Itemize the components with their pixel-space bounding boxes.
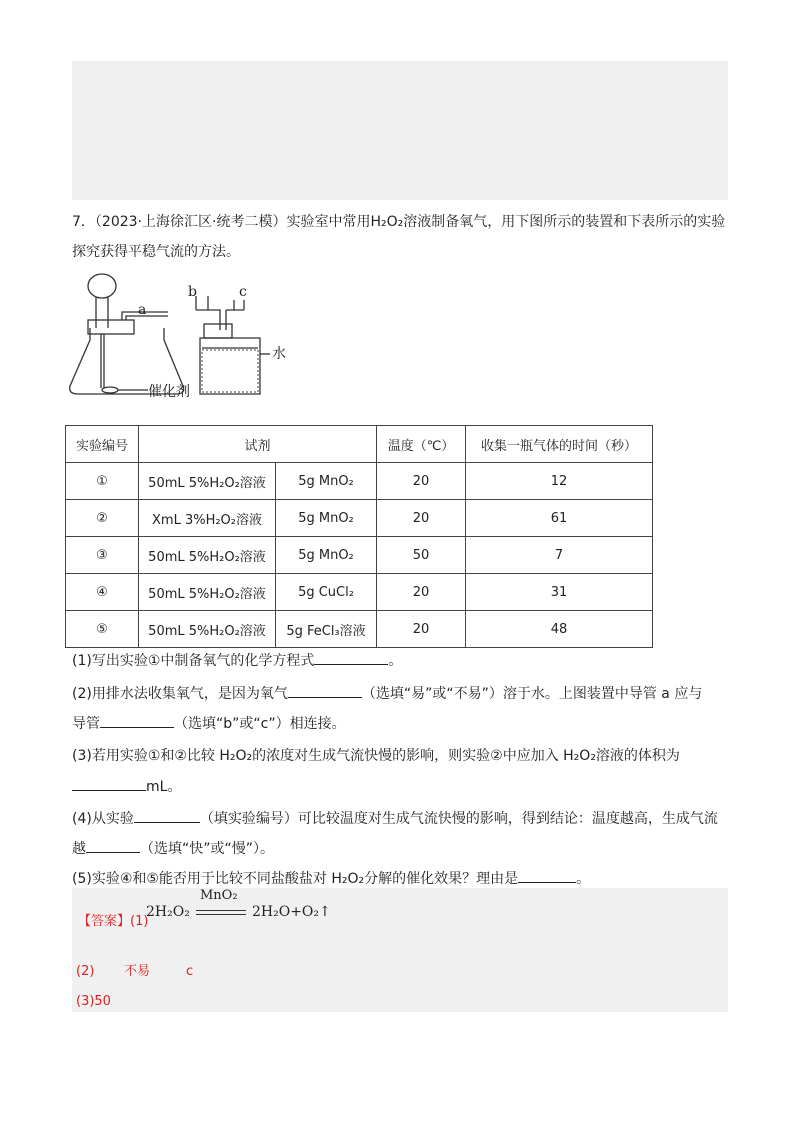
- equation-condition: MnO₂: [200, 888, 238, 903]
- question-intro-2: 探究获得平稳气流的方法。: [72, 244, 240, 260]
- cell-solution: 50mL 5%H₂O₂溶液: [139, 574, 276, 611]
- cell-id: ②: [66, 500, 139, 537]
- subquestion-4b: [72, 838, 274, 859]
- cell-catalyst: 5g MnO₂: [276, 463, 377, 500]
- subquestion-4a: [72, 808, 718, 829]
- cell-temp: 20: [377, 611, 466, 648]
- question-line-2: [72, 242, 240, 262]
- q2b-end: （选填“b”或“c”）相连接。: [174, 716, 346, 732]
- cell-temp: 20: [377, 463, 466, 500]
- answer-blank[interactable]: [314, 650, 388, 665]
- cell-solution: 50mL 5%H₂O₂溶液: [139, 463, 276, 500]
- header-cell: 实验编号: [66, 426, 139, 463]
- answer-label: 【答案】(1): [78, 914, 149, 929]
- question-line-1: [72, 212, 725, 232]
- q3-end: mL。: [146, 779, 182, 795]
- cell-time: 31: [466, 574, 653, 611]
- table-row: [66, 537, 653, 574]
- answer-2-value-1: 不易: [124, 964, 151, 979]
- cell-id: ④: [66, 574, 139, 611]
- subquestion-2a: [72, 683, 702, 704]
- subquestion-2b: [72, 713, 346, 734]
- cell-time: 12: [466, 463, 653, 500]
- label-a: a: [138, 302, 147, 318]
- answer-blank[interactable]: [86, 838, 140, 853]
- cell-temp: 20: [377, 574, 466, 611]
- q2-text: (2)用排水法收集氧气，是因为氧气: [72, 686, 288, 702]
- subquestion-3a: [72, 746, 680, 766]
- q4b-end: （选填“快”或“慢”）。: [140, 841, 275, 857]
- cell-time: 7: [466, 537, 653, 574]
- question-intro-1: 实验室中常用H₂O₂溶液制备氧气，用下图所示的装置和下表所示的实验: [286, 214, 726, 230]
- label-b: b: [188, 284, 197, 300]
- cell-temp: 50: [377, 537, 466, 574]
- subquestion-5: [72, 868, 590, 889]
- equation-right: 2H₂O+O₂↑: [252, 904, 331, 920]
- cell-id: ①: [66, 463, 139, 500]
- cell-catalyst: 5g MnO₂: [276, 500, 377, 537]
- table-row: [66, 611, 653, 648]
- subquestion-1: [72, 650, 402, 671]
- cell-solution: 50mL 5%H₂O₂溶液: [139, 611, 276, 648]
- previous-answer-box: [72, 61, 728, 200]
- q5-end: 。: [576, 871, 591, 887]
- label-catalyst: 催化剂: [148, 384, 190, 400]
- q3-text: (3)若用实验①和②比较 H₂O₂的浓度对生成气流快慢的影响，则实验②中应加入 H₂O₂溶液的体积为: [72, 748, 680, 764]
- table-row: [66, 463, 653, 500]
- label-c: c: [239, 284, 247, 300]
- answer-2-value-2: c: [186, 964, 194, 979]
- answer-blank[interactable]: [518, 868, 576, 883]
- answer-2-label: (2): [76, 964, 95, 979]
- answer-3: (3)50: [76, 994, 111, 1009]
- answer-blank[interactable]: [100, 713, 174, 728]
- equals-sign: [196, 910, 246, 915]
- table-row: [66, 574, 653, 611]
- cell-id: ③: [66, 537, 139, 574]
- table-header-row: [66, 426, 653, 463]
- q4-text: (4)从实验: [72, 811, 134, 827]
- apparatus-figure: [68, 268, 368, 400]
- q1-end: 。: [388, 653, 403, 669]
- q5-text: (5)实验④和⑤能否用于比较不同盐酸盐对 H₂O₂分解的催化效果？理由是: [72, 871, 519, 887]
- subquestion-3b: [72, 776, 181, 797]
- cell-temp: 20: [377, 500, 466, 537]
- cell-id: ⑤: [66, 611, 139, 648]
- header-cell: 收集一瓶气体的时间（秒）: [466, 426, 653, 463]
- answer-blank[interactable]: [288, 683, 362, 698]
- q4-text-end: （填实验编号）可比较温度对生成气流快慢的影响，得到结论：温度越高，生成气流: [199, 811, 718, 827]
- cell-catalyst: 5g FeCl₃溶液: [276, 611, 377, 648]
- cell-solution: XmL 3%H₂O₂溶液: [139, 500, 276, 537]
- q1-text: (1)写出实验①中制备氧气的化学方程式: [72, 653, 315, 669]
- funnel-bulb: [88, 274, 116, 298]
- q2b-text: 导管: [72, 716, 100, 732]
- q4b-text: 越: [72, 841, 86, 857]
- header-cell: 试剂: [139, 426, 377, 463]
- table-row: [66, 500, 653, 537]
- answer-blank[interactable]: [72, 776, 146, 791]
- experiment-table: [65, 425, 653, 648]
- equation-left: 2H₂O₂: [146, 904, 190, 920]
- cell-catalyst: 5g MnO₂: [276, 537, 377, 574]
- question-number: 7．: [72, 214, 95, 230]
- cell-solution: 50mL 5%H₂O₂溶液: [139, 537, 276, 574]
- header-cell: 温度（℃）: [377, 426, 466, 463]
- answer-box: [72, 888, 728, 1012]
- answer-blank[interactable]: [134, 808, 200, 823]
- cell-catalyst: 5g CuCl₂: [276, 574, 377, 611]
- q2-text-end: （选填“易”或“不易”）溶于水。上图装置中导管 a 应与: [361, 686, 703, 702]
- label-water: 水: [272, 346, 286, 362]
- cell-time: 48: [466, 611, 653, 648]
- question-source: （2023·上海徐汇区·统考二模）: [94, 214, 287, 230]
- cell-time: 61: [466, 500, 653, 537]
